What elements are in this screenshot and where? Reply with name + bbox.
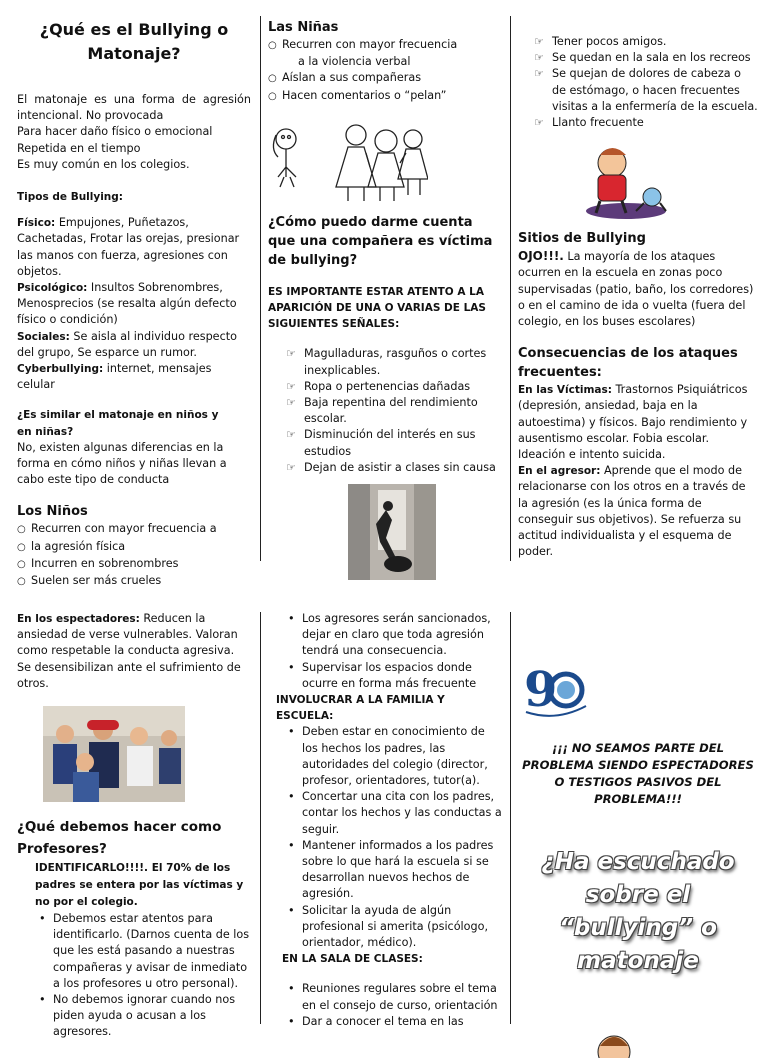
- intro-line: El matonaje es una forma de agresión intencional. No provocada: [17, 93, 251, 123]
- classroom-heading: EN LA SALA DE CLASES:: [282, 953, 423, 966]
- students-photo: [43, 706, 185, 802]
- column-5: [268, 611, 504, 1030]
- column-divider: [260, 612, 261, 1024]
- ninos-item: ○ Recurren con mayor frecuencia a: [17, 521, 251, 538]
- big-question-title: ¿Ha escuchado sobre el “bullying” o matonaje: [541, 849, 735, 974]
- teachers-heading: ¿Qué debemos hacer como Profesores?: [17, 819, 222, 858]
- teacher-item: • No debemos ignorar cuando nos piden ayuda o acusan a los agresores.: [35, 992, 251, 1041]
- sign-item: ☞ Se quedan en la sala en los recreos: [534, 50, 758, 66]
- ninas-item: ○ Aíslan a sus compañeras: [268, 70, 504, 87]
- classroom-item: • Dar a conocer el tema en las: [284, 1014, 504, 1030]
- column-divider: [510, 612, 511, 1024]
- agresor-label: En el agresor:: [518, 465, 601, 478]
- social-label: Sociales:: [17, 330, 70, 343]
- similar-question: ¿Es similar el matonaje en niños y en niñas?: [17, 409, 219, 438]
- similar-answer: No, existen algunas diferencias en la forma en cómo niños y niñas llevan a cabo este tipo de conducta: [17, 440, 227, 487]
- sign-item: ☞ Disminución del interés en sus estudios: [286, 427, 504, 459]
- svg-text:9: 9: [524, 662, 558, 718]
- slogan-text: ¡¡¡ NO SEAMOS PARTE DEL PROBLEMA SIENDO ESPECTADORES O TESTIGOS PASIVOS DEL PROBLEMA!!!: [522, 741, 754, 806]
- sign-item: ☞ Ropa o pertenencias dañadas: [286, 379, 504, 395]
- psico-text: Insultos Sobrenombres, Menosprecios (se resalta algún defecto físico o condición): [17, 281, 237, 327]
- column-3: [518, 34, 758, 560]
- classroom-item: • Reuniones regulares sobre el tema en el consejo de curso, orientación: [284, 981, 504, 1013]
- family-item: • Mantener informados a los padres sobre lo que hará la escuela si se desarrollan nuevos hechos de agresión.: [284, 838, 504, 903]
- main-title: ¿Qué es el Bullying o Matonaje?: [39, 20, 229, 63]
- column-divider: [510, 16, 511, 561]
- espectadores-label: En los espectadores:: [17, 613, 140, 625]
- ninas-item: ○ Recurren con mayor frecuencia: [268, 37, 504, 54]
- espectadores-text: Reducen la ansiedad de verse vulnerables. Valoran como respetable la conducta agresiva. Se desensibilizan ante el sufrimiento de otros.: [17, 612, 241, 690]
- ojo-label: OJO!!!.: [518, 249, 564, 264]
- cartoon-kid-illustration: [592, 1028, 636, 1058]
- cyber-label: Cyberbullying:: [17, 363, 104, 376]
- family-item: • Solicitar la ayuda de algún profesional si amerita (psicólogo, orientador, médico).: [284, 903, 504, 952]
- ninas-item: ○ Hacen comentarios o “pelan”: [268, 88, 504, 105]
- column-1: [17, 18, 251, 590]
- ninos-heading: Los Niños: [17, 504, 88, 520]
- victimas-label: En las Víctimas:: [518, 384, 612, 397]
- sign-item: ☞ Tener pocos amigos.: [534, 34, 758, 50]
- sign-item: ☞ Baja repentina del rendimiento escolar.: [286, 395, 504, 427]
- sign-item: ☞ Llanto frecuente: [534, 115, 758, 131]
- fisico-text: Empujones, Puñetazos, Cachetadas, Frotar las orejas, presionar las manos con fuerza, agresiones con objetos.: [17, 216, 240, 278]
- teacher-item: • Debemos estar atentos para identificarlo. (Darnos cuenta de los que les está pasando a nuestras compañeras y avisar de inmediato a los profesores u otro personal).: [35, 911, 251, 992]
- sign-item: ☞ Magulladuras, rasguños o cortes inexplicables.: [286, 346, 504, 378]
- ninas-heading: Las Niñas: [268, 20, 339, 35]
- important-notice: ES IMPORTANTE ESTAR ATENTO A LA APARICIÓN DE UNA O VARIAS DE LAS SIGUIENTES SEÑALES:: [268, 285, 486, 331]
- girls-drawing-illustration: [268, 117, 428, 207]
- column-4: [17, 611, 251, 1041]
- ninas-item: a la violencia verbal: [298, 55, 411, 69]
- sign-item: ☞ Dejan de asistir a clases sin causa: [286, 460, 504, 476]
- hallway-photo: [348, 484, 436, 580]
- action-item: • Los agresores serán sancionados, dejar en claro que toda agresión tendrá una consecuencia.: [284, 611, 504, 660]
- ninos-item: ○ Incurren en sobrenombres: [17, 556, 251, 573]
- bully-cartoon-illustration: [582, 141, 674, 221]
- identify-text: IDENTIFICARLO!!!!. El 70% de los padres se entera por las víctimas y no por el colegio.: [35, 862, 244, 909]
- column-6: [516, 660, 760, 1058]
- agresor-text: Aprende que el modo de relacionarse con los otros en a través de la agresión (es la única forma de conseguir sus objetivos). Se refuerza su actitud individualista y el esquema de poder.: [518, 464, 746, 559]
- family-item: • Concertar una cita con los padres, contar los hechos y las conductas a seguir.: [284, 789, 504, 838]
- victimas-text: Trastornos Psiquiátricos (depresión, ansiedad, baja en la autoestima) y físicos. Bajo rendimiento y ausentismo escolar. Fobia escolar. Ideación e intento suicida.: [518, 383, 748, 462]
- column-divider: [260, 16, 261, 561]
- action-item: • Supervisar los espacios donde ocurre en forma más frecuente: [284, 660, 504, 692]
- sign-item: ☞ Se quejan de dolores de cabeza o de estómago, o hacen frecuentes visitas a la enfermería de la escuela.: [534, 66, 758, 115]
- types-heading: Tipos de Bullying:: [17, 191, 123, 204]
- ninos-item: ○ Suelen ser más crueles: [17, 573, 251, 590]
- ninos-item: ○ la agresión física: [17, 539, 251, 556]
- sitios-text: La mayoría de los ataques ocurren en la escuela en zonas poco supervisadas (patio, baño, los corredores) o en el camino de ida o vuelta (fuera del colegio, en los buses escolares): [518, 250, 754, 329]
- intro-line: Para hacer daño físico o emocional: [17, 125, 213, 139]
- school-90-logo: [520, 660, 590, 718]
- family-heading: INVOLUCRAR A LA FAMILIA Y ESCUELA:: [276, 694, 445, 723]
- family-item: • Deben estar en conocimiento de los hechos los padres, las autoridades del colegio (director, profesor, orientadores, tutor(a).: [284, 724, 504, 789]
- psico-label: Psicológico:: [17, 282, 88, 295]
- column-2: [268, 18, 504, 580]
- consequences-heading: Consecuencias de los ataques frecuentes:: [518, 346, 738, 381]
- intro-line: Es muy común en los colegios.: [17, 157, 190, 171]
- social-text: Se aisla al individuo respecto del grupo, Se esparce un rumor.: [17, 329, 237, 359]
- intro-line: Repetida en el tiempo: [17, 141, 141, 155]
- cyber-text: internet, mensajes celular: [17, 362, 212, 392]
- signs-question-heading: ¿Cómo puedo darme cuenta que una compañera es víctima de bullying?: [268, 214, 493, 268]
- sitios-heading: Sitios de Bullying: [518, 231, 646, 247]
- fisico-label: Físico:: [17, 217, 56, 230]
